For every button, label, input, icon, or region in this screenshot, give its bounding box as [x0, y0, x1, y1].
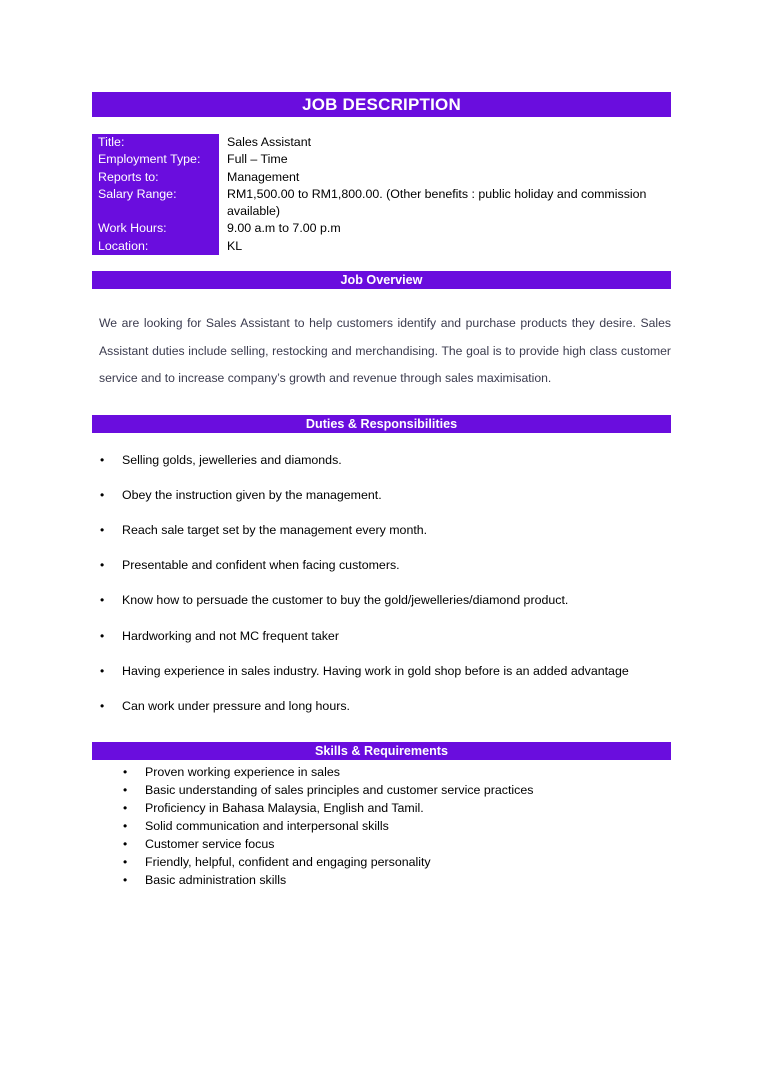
- duty-text: Reach sale target set by the management every month.: [122, 522, 428, 537]
- job-description-document: [92, 92, 671, 889]
- bullet-icon: •: [123, 801, 128, 816]
- list-item: [92, 627, 671, 662]
- info-label: Reports to:: [92, 169, 222, 186]
- info-row-work-hours: [92, 220, 671, 237]
- bullet-icon: •: [100, 452, 105, 467]
- bullet-icon: •: [100, 628, 105, 643]
- job-overview-text: We are looking for Sales Assistant to help customers identify and purchase products they desire. Sales Assistant duties include selling, restocking and merchandising. The goal is to provide high class customer service and to increase company’s growth and revenue through sales maximisation.: [99, 316, 671, 386]
- list-item: [92, 521, 671, 556]
- bullet-icon: •: [123, 765, 128, 780]
- list-item: [92, 871, 671, 889]
- info-row-location: [92, 238, 671, 255]
- info-label: Salary Range:: [92, 186, 222, 221]
- list-item: [92, 763, 671, 781]
- bullet-icon: •: [100, 522, 105, 537]
- info-label: Title:: [92, 134, 222, 151]
- duty-text: Presentable and confident when facing customers.: [122, 558, 400, 573]
- list-item: [92, 486, 671, 521]
- bullet-icon: •: [100, 558, 105, 573]
- bullet-icon: •: [123, 855, 128, 870]
- info-label: Employment Type:: [92, 151, 222, 168]
- info-row-salary-range: [92, 186, 671, 221]
- skill-text: Basic understanding of sales principles and customer service practices: [145, 783, 534, 798]
- duty-text: Obey the instruction given by the management.: [122, 487, 382, 502]
- skills-heading: Skills & Requirements: [92, 742, 671, 760]
- duty-text: Know how to persuade the customer to buy the gold/jewelleries/diamond product.: [122, 593, 569, 608]
- bullet-icon: •: [123, 819, 128, 834]
- duty-text: Having experience in sales industry. Having work in gold shop before is an added advantage: [122, 663, 629, 678]
- list-item: [92, 853, 671, 871]
- bullet-icon: •: [123, 837, 128, 852]
- info-row-reports-to: [92, 169, 671, 186]
- list-item: [92, 799, 671, 817]
- duties-heading: Duties & Responsibilities: [92, 415, 671, 433]
- info-row-employment-type: [92, 151, 671, 168]
- list-item: [92, 662, 671, 697]
- list-item: [92, 591, 671, 626]
- duty-text: Hardworking and not MC frequent taker: [122, 628, 339, 643]
- bullet-icon: •: [100, 663, 105, 678]
- job-info-table: [92, 134, 671, 255]
- info-label: Work Hours:: [92, 220, 222, 237]
- duties-list: [92, 451, 671, 733]
- info-label: Location:: [92, 238, 222, 255]
- list-item: [92, 556, 671, 591]
- list-item: [92, 451, 671, 486]
- skill-text: Friendly, helpful, confident and engaging personality: [145, 855, 431, 870]
- list-item: [92, 781, 671, 799]
- list-item: [92, 835, 671, 853]
- info-value: RM1,500.00 to RM1,800.00. (Other benefits : public holiday and commission available): [227, 186, 647, 219]
- info-value: 9.00 a.m to 7.00 p.m: [227, 221, 341, 236]
- skill-text: Proven working experience in sales: [145, 765, 340, 780]
- info-value: Management: [227, 169, 300, 184]
- skill-text: Customer service focus: [145, 837, 275, 852]
- skill-text: Basic administration skills: [145, 873, 287, 888]
- info-value: Sales Assistant: [227, 135, 312, 149]
- bullet-icon: •: [100, 698, 105, 713]
- list-item: [92, 817, 671, 835]
- job-overview-heading: Job Overview: [92, 271, 671, 289]
- skills-list: [92, 763, 671, 889]
- bullet-icon: •: [100, 487, 105, 502]
- bullet-icon: •: [123, 783, 128, 798]
- duty-text: Can work under pressure and long hours.: [122, 698, 350, 713]
- list-item: [92, 697, 671, 732]
- duty-text: Selling golds, jewelleries and diamonds.: [122, 452, 342, 467]
- skill-text: Proficiency in Bahasa Malaysia, English and Tamil.: [145, 801, 424, 816]
- info-row-title: [92, 134, 671, 151]
- skill-text: Solid communication and interpersonal skills: [145, 819, 389, 834]
- bullet-icon: •: [123, 873, 128, 888]
- job-overview-section: [92, 310, 671, 393]
- info-value: Full – Time: [227, 152, 288, 167]
- info-value: KL: [227, 238, 243, 253]
- bullet-icon: •: [100, 593, 105, 608]
- document-title: JOB DESCRIPTION: [92, 92, 671, 117]
